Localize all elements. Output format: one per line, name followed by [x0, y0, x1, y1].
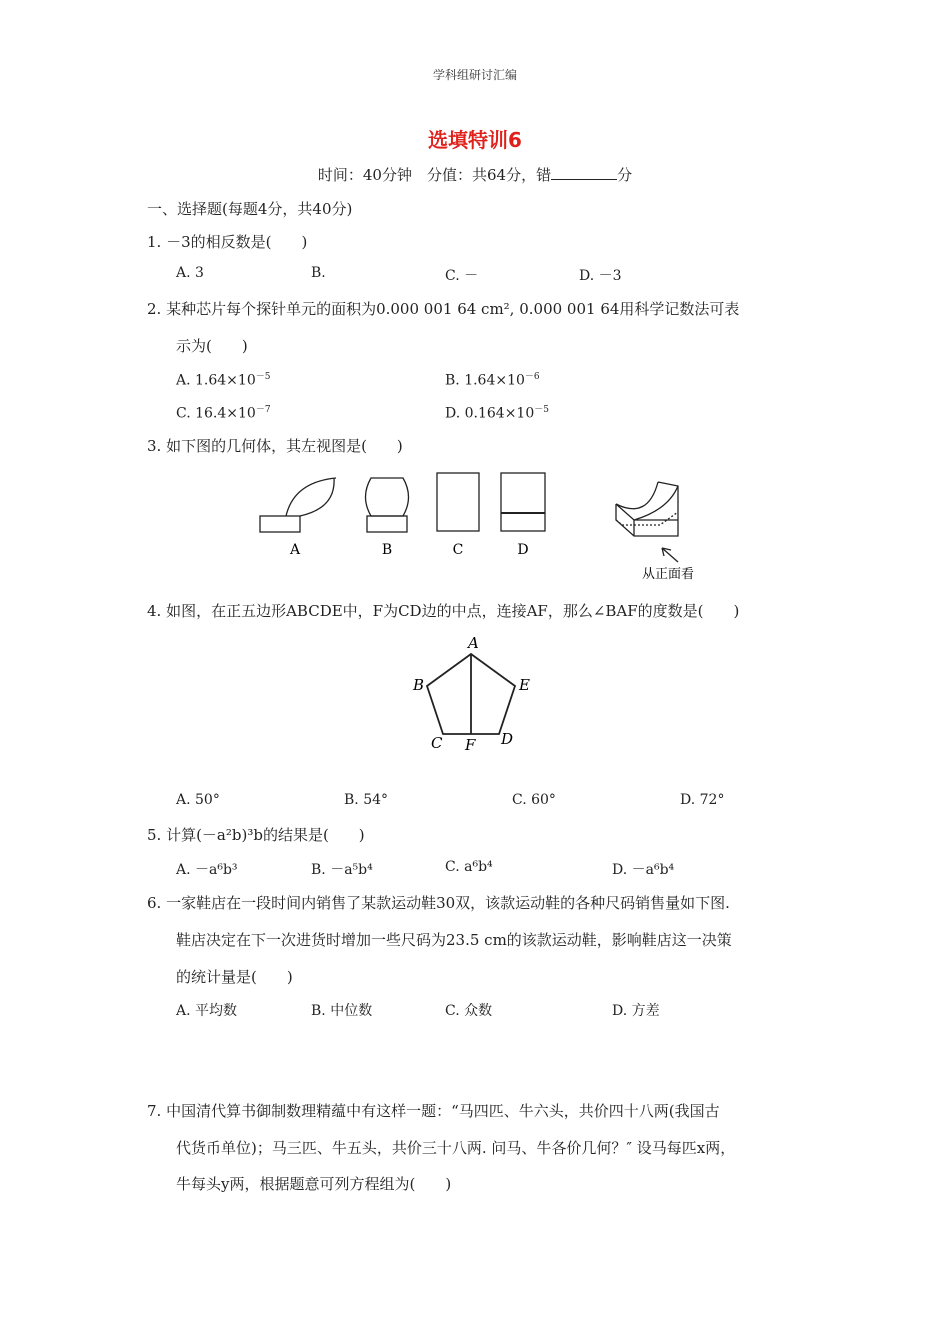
solid-figure	[616, 482, 678, 536]
vertex-e: E	[519, 676, 530, 694]
page-header: 学科组研讨汇编	[432, 68, 517, 82]
q1-option-b[interactable]: B.	[311, 265, 326, 281]
q3-figure	[250, 468, 710, 584]
q2-option-c[interactable]	[176, 402, 271, 422]
pentagon-svg	[405, 630, 540, 755]
q4-option-b[interactable]: B. 54°	[344, 792, 389, 808]
view-b-shape	[366, 478, 409, 532]
view-d-shape	[501, 473, 545, 531]
q4-option-d[interactable]: D. 72°	[680, 792, 725, 808]
vertex-b: B	[413, 676, 425, 694]
q2-option-d[interactable]	[445, 402, 549, 422]
q2-option-c-base: C. 16.4×10	[176, 405, 256, 422]
q2-stem-line1: 2. 某种芯片每个探针单元的面积为0.000 001 64 cm², 0.000 001 64用科学记数法可表	[147, 300, 740, 318]
q2-option-d-base: D. 0.164×10	[445, 405, 535, 422]
q1-option-d[interactable]: D. －3	[579, 268, 622, 284]
q7-stem-line2: 代货币单位)；马三匹、牛五头，共价三十八两. 问马、牛各价几何？″ 设马每匹x两，	[176, 1139, 736, 1157]
exam-info	[0, 164, 950, 185]
q2-option-a-exp: －5	[255, 372, 271, 382]
view-label-a: A	[289, 542, 301, 558]
q4-option-c[interactable]: C. 60°	[512, 792, 556, 808]
q1-option-c[interactable]: C. －	[445, 268, 479, 284]
vertex-c: C	[431, 734, 443, 752]
q2-stem-line2: 示为( )	[176, 337, 248, 355]
view-a-shape	[260, 478, 336, 532]
q3-figure-svg	[250, 468, 710, 584]
q4-pentagon-figure	[405, 630, 540, 755]
exam-info-text: 时间：40分钟 分值：共64分，错	[317, 166, 552, 184]
q6-stem-line1: 6. 一家鞋店在一段时间内销售了某款运动鞋30双，该款运动鞋的各种尺码销售量如下图.	[147, 894, 730, 912]
q2-option-c-exp: －7	[255, 405, 271, 415]
q7-stem-line3: 牛每头y两，根据题意可列方程组为( )	[176, 1175, 452, 1193]
q6-option-b[interactable]: B. 中位数	[311, 1003, 373, 1019]
q6-stem-line3: 的统计量是( )	[176, 968, 293, 986]
view-label-c: C	[452, 542, 464, 558]
q5-option-b[interactable]: B. －a⁵b⁴	[311, 862, 373, 878]
q5-option-d[interactable]: D. －a⁶b⁴	[612, 862, 675, 878]
page-title: 选填特训6	[428, 128, 522, 152]
exam-info-unit: 分	[617, 166, 633, 184]
q5-option-a[interactable]: A. －a⁶b³	[176, 862, 238, 878]
q6-option-c[interactable]: C. 众数	[445, 1003, 493, 1019]
q5-option-c[interactable]: C. a⁶b⁴	[445, 859, 493, 875]
error-count-blank[interactable]	[551, 165, 617, 180]
q6-option-a[interactable]: A. 平均数	[176, 1003, 238, 1019]
q3-stem: 3. 如下图的几何体，其左视图是( )	[147, 437, 403, 455]
vertex-d: D	[501, 730, 514, 748]
q5-stem: 5. 计算(－a²b)³b的结果是( )	[147, 826, 365, 844]
view-label-b: B	[381, 542, 393, 558]
q4-stem: 4. 如图，在正五边形ABCDE中，F为CD边的中点，连接AF，那么∠BAF的度数是( )	[147, 602, 740, 620]
view-c-shape	[437, 473, 479, 531]
point-f: F	[465, 736, 476, 754]
q2-option-b-exp: －6	[524, 372, 540, 382]
q1-stem: 1. －3的相反数是( )	[147, 233, 308, 251]
q6-stem-line2: 鞋店决定在下一次进货时增加一些尺码为23.5 cm的该款运动鞋，影响鞋店这一决策	[176, 931, 732, 949]
q2-option-b[interactable]	[445, 369, 540, 389]
q2-option-b-base: B. 1.64×10	[445, 372, 525, 389]
q7-stem-line1: 7. 中国清代算书御制数理精蕴中有这样一题：“马四匹、牛六头，共价四十八两(我国古	[147, 1102, 720, 1120]
q2-option-a[interactable]	[176, 369, 270, 389]
q6-option-d[interactable]: D. 方差	[612, 1003, 660, 1019]
view-label-d: D	[517, 542, 529, 558]
front-view-caption: 从正面看	[641, 567, 695, 582]
vertex-a: A	[468, 634, 479, 652]
q2-option-a-base: A. 1.64×10	[176, 372, 256, 389]
view-arrow	[662, 548, 678, 562]
q1-option-a[interactable]: A. 3	[176, 265, 204, 281]
section-heading: 一、选择题(每题4分，共40分)	[147, 200, 353, 218]
q2-option-d-exp: －5	[534, 405, 549, 415]
q4-option-a[interactable]: A. 50°	[176, 792, 220, 808]
